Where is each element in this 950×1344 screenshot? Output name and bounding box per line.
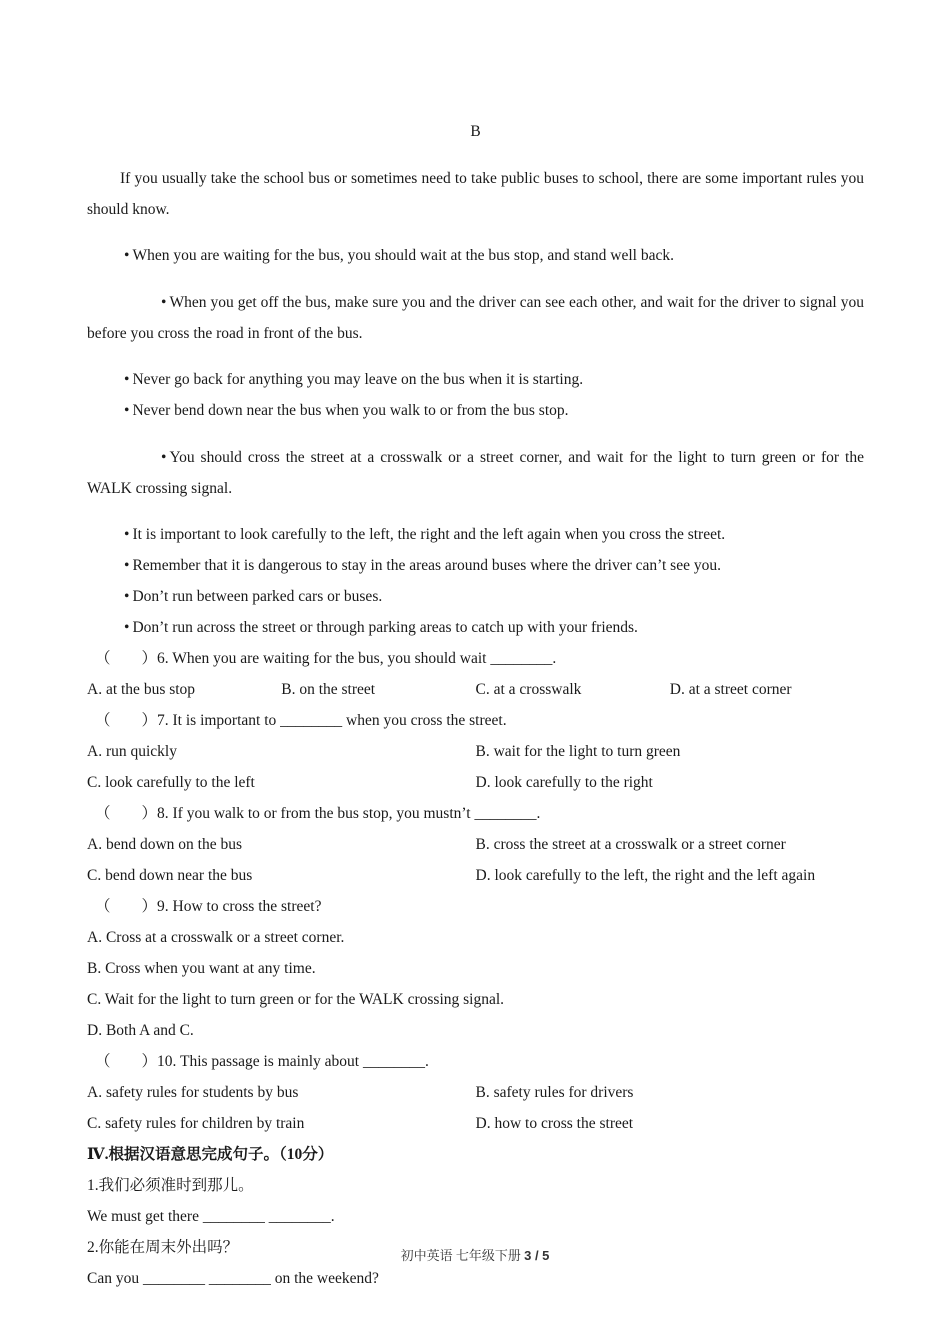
part-4	[87, 1139, 864, 1294]
translation-prompt: 2.你能在周末外出吗？	[87, 1239, 239, 1256]
options-row	[87, 860, 864, 891]
answer-blank[interactable]: （ ）	[95, 650, 158, 667]
rule-item: • It is important to look carefully to the left, the right and the left again when you cross the street.	[87, 519, 864, 550]
bullet-icon: •	[124, 557, 130, 574]
question-7	[87, 705, 864, 798]
rules-list	[87, 240, 864, 643]
option-a: A. run quickly	[87, 743, 177, 760]
question-9	[87, 891, 864, 1046]
option-a: A. Cross at a crosswalk or a street corner.	[87, 929, 345, 946]
bullet-icon: •	[124, 371, 130, 388]
bullet-icon: •	[161, 293, 167, 311]
answer-blank[interactable]: （ ）	[95, 898, 158, 915]
bullet-icon: •	[124, 526, 130, 543]
answer-blank[interactable]: （ ）	[95, 712, 158, 729]
translation-answer-line[interactable]: Can you ________ ________ on the weekend?	[87, 1270, 379, 1287]
page-footer	[0, 1245, 950, 1264]
option-d: D. look carefully to the right	[475, 774, 653, 791]
options-row	[87, 1077, 864, 1108]
section-title: B	[470, 123, 481, 140]
translation-answer-line[interactable]: We must get there ________ ________.	[87, 1208, 335, 1225]
answer-blank[interactable]: （ ）	[95, 1053, 158, 1070]
answer-blank[interactable]: （ ）	[95, 805, 158, 822]
footer-label: 初中英语 七年级下册	[400, 1248, 525, 1263]
rule-item: • Remember that it is dangerous to stay in the areas around buses where the driver can’t see you.	[87, 550, 864, 581]
question-10	[87, 1046, 864, 1139]
option-c: C. bend down near the bus	[87, 867, 253, 884]
question-stem: （ ）9. How to cross the street?	[87, 891, 864, 922]
option-c: C. safety rules for children by train	[87, 1115, 305, 1132]
bullet-icon: •	[161, 448, 167, 466]
rule-item: • Never go back for anything you may leave on the bus when it is starting.	[87, 364, 864, 395]
page-number: 3 / 5	[524, 1248, 550, 1263]
bullet-icon: •	[124, 247, 130, 264]
intro-paragraph: If you usually take the school bus or sometimes need to take public buses to school, there are some important rules you should know.	[87, 169, 864, 218]
question-stem: （ ）10. This passage is mainly about ________.	[87, 1046, 864, 1077]
part-4-heading: Ⅳ.根据汉语意思完成句子。（10分）	[87, 1146, 334, 1163]
question-stem: （ ）7. It is important to ________ when you cross the street.	[87, 705, 864, 736]
option-b: B. wait for the light to turn green	[475, 743, 681, 760]
option-b: B. Cross when you want at any time.	[87, 960, 316, 977]
option-b: B. safety rules for drivers	[475, 1084, 634, 1101]
option-d: D. how to cross the street	[475, 1115, 634, 1132]
question-stem: （ ）6. When you are waiting for the bus, you should wait ________.	[87, 643, 864, 674]
option-d: D. look carefully to the left, the right and the left again	[475, 867, 816, 884]
option-a: A. bend down on the bus	[87, 836, 242, 853]
options-row	[87, 674, 864, 705]
option-b: B. cross the street at a crosswalk or a street corner	[475, 836, 786, 853]
page-content	[87, 116, 864, 1294]
bullet-icon: •	[124, 619, 130, 636]
options-row	[87, 829, 864, 860]
translation-prompt: 1.我们必须准时到那儿。	[87, 1177, 254, 1194]
option-c: C. look carefully to the left	[87, 774, 255, 791]
options-row	[87, 1108, 864, 1139]
rule-item: • When you get off the bus, make sure you and the driver can see each other, and wait for the driver to signal you before you cross the road in front of the bus.	[87, 287, 864, 349]
question-8	[87, 798, 864, 891]
options-row	[87, 736, 864, 767]
option-d: D. Both A and C.	[87, 1022, 194, 1039]
option-c: C. at a crosswalk	[475, 681, 582, 698]
option-b: B. on the street	[281, 681, 376, 698]
rule-item: • Don’t run across the street or through parking areas to catch up with your friends.	[87, 612, 864, 643]
bullet-icon: •	[124, 588, 130, 605]
rule-item: • You should cross the street at a crosswalk or a street corner, and wait for the light to turn green or for the WALK crossing signal.	[87, 442, 864, 504]
rule-item: • Never bend down near the bus when you walk to or from the bus stop.	[87, 395, 864, 426]
option-a: A. safety rules for students by bus	[87, 1084, 299, 1101]
question-6	[87, 643, 864, 705]
bullet-icon: •	[124, 402, 130, 419]
option-c: C. Wait for the light to turn green or for the WALK crossing signal.	[87, 991, 505, 1008]
rule-item: • Don’t run between parked cars or buses.	[87, 581, 864, 612]
question-stem: （ ）8. If you walk to or from the bus stop, you mustn’t ________.	[87, 798, 864, 829]
option-a: A. at the bus stop	[87, 681, 196, 698]
options-row	[87, 767, 864, 798]
rule-item: • When you are waiting for the bus, you should wait at the bus stop, and stand well back.	[87, 240, 864, 271]
option-d: D. at a street corner	[669, 681, 792, 698]
